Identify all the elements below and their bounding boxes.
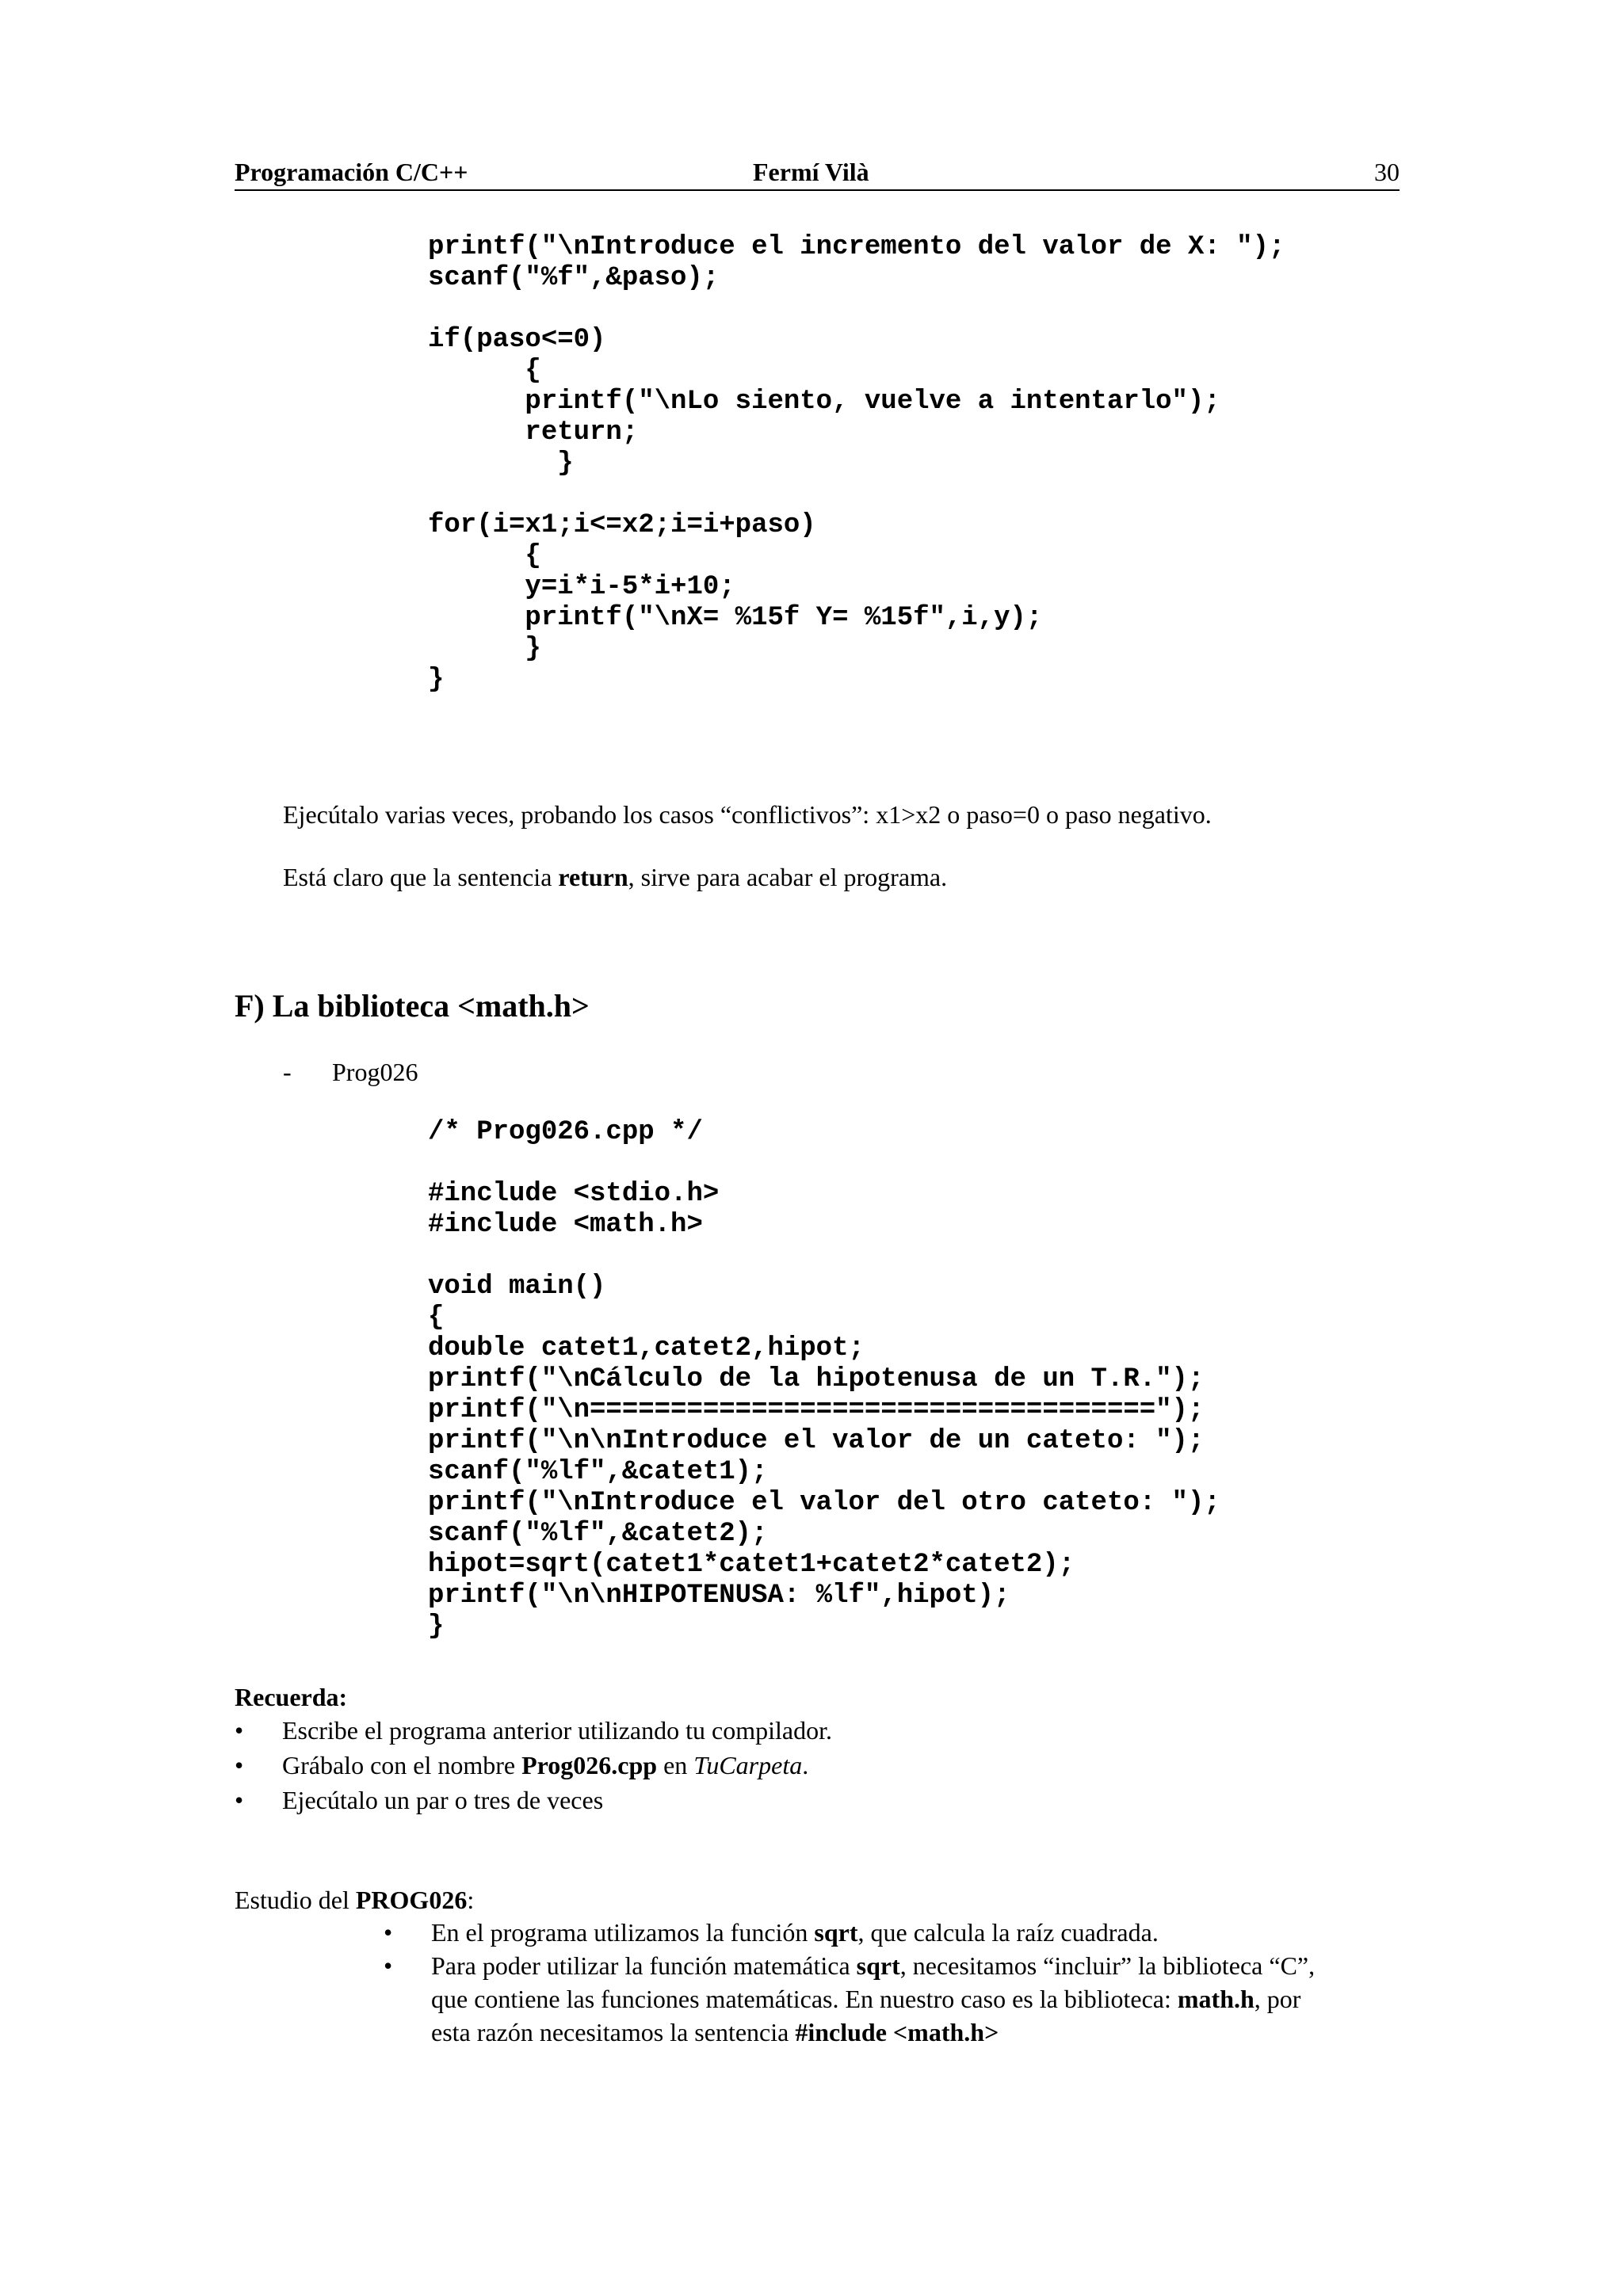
header-course-title: Programación C/C++ [235,158,468,186]
function-name: sqrt [814,1918,858,1947]
bullet-icon: • [384,1951,393,1980]
text: , sirve para acabar el programa. [628,863,948,891]
text: Para poder utilizar la función matemática [431,1951,857,1980]
text: esta razón necesitamos la sentencia [431,2018,796,2046]
paragraph-run-cases: Ejecútalo varias veces, probando los casos “conflictivos”: x1>x2 o paso=0 o paso negativo. [283,800,1212,829]
list-item [384,1949,1406,2049]
bullet-icon: • [235,1751,244,1779]
prog-item-label: Prog026 [332,1058,418,1086]
text: que contiene las funciones matemáticas. En nuestro caso es la biblioteca: [431,1985,1178,2013]
function-name: sqrt [856,1951,900,1980]
list-item [235,1783,832,1817]
recuerda-title: Recuerda: [235,1683,348,1711]
code-block-1: printf("\nIntroduce el incremento del valor de X: "); scanf("%f",&paso); if(paso<=0) { printf("\nLo siento, vuelve a intentarlo"); return; } for(i=x1;i<=x2;i=i+paso) { y=i*i-5*i+10; printf("\nX= %15f Y= %15f",i,y); } } [428,232,1285,695]
code-block-2: /* Prog026.cpp */ #include <stdio.h> #include <math.h> void main() { double catet1,catet2,hipot; printf("\nCálculo de la hipotenusa de un T.R."); printf("\n==================================="); printf("\n\nIntroduce el valor de un cateto: "); scanf("%lf",&catet1); printf("\nIntroduce el valor del otro cateto: "); scanf("%lf",&catet2); hipot=sqrt(catet1*catet1+catet2*catet2); printf("\n\nHIPOTENUSA: %lf",hipot); } [428,1117,1220,1642]
list-item [384,1916,1406,1949]
library-name: math.h [1177,1985,1254,2013]
keyword-return: return [558,863,628,891]
list-item [235,1713,832,1748]
folder-name: TuCarpeta [693,1751,803,1779]
estudio-title [235,1884,474,1916]
estudio-list [384,1916,1406,2049]
text: : [467,1886,475,1914]
text: Estudio del [235,1886,356,1914]
recuerda-list [235,1713,832,1817]
page-number: 30 [1374,158,1400,186]
text: Ejecútalo un par o tres de veces [282,1786,604,1814]
text: , necesitamos “incluir” la biblioteca “C”, [899,1951,1316,1980]
text: En el programa utilizamos la función [431,1918,815,1947]
paragraph-return [283,861,947,893]
include-directive: #include <math.h> [795,2018,999,2046]
text: Escribe el programa anterior utilizando tu compilador. [282,1716,832,1745]
filename: Prog026.cpp [521,1751,658,1779]
prog-item-dash: - [283,1058,292,1086]
text: Está claro que la sentencia [283,863,559,891]
text: , por [1254,1985,1301,2013]
text: . [802,1751,809,1779]
bullet-icon: • [235,1716,244,1745]
program-name: PROG026 [355,1886,468,1914]
list-item [235,1748,832,1783]
page-header [235,154,1400,191]
bullet-icon: • [235,1786,244,1814]
section-title: F) La biblioteca <math.h> [235,988,590,1024]
text: en [657,1751,694,1779]
text: Grábalo con el nombre [282,1751,522,1779]
header-author: Fermí Vilà [753,158,869,186]
text: , que calcula la raíz cuadrada. [857,1918,1159,1947]
bullet-icon: • [384,1918,393,1947]
